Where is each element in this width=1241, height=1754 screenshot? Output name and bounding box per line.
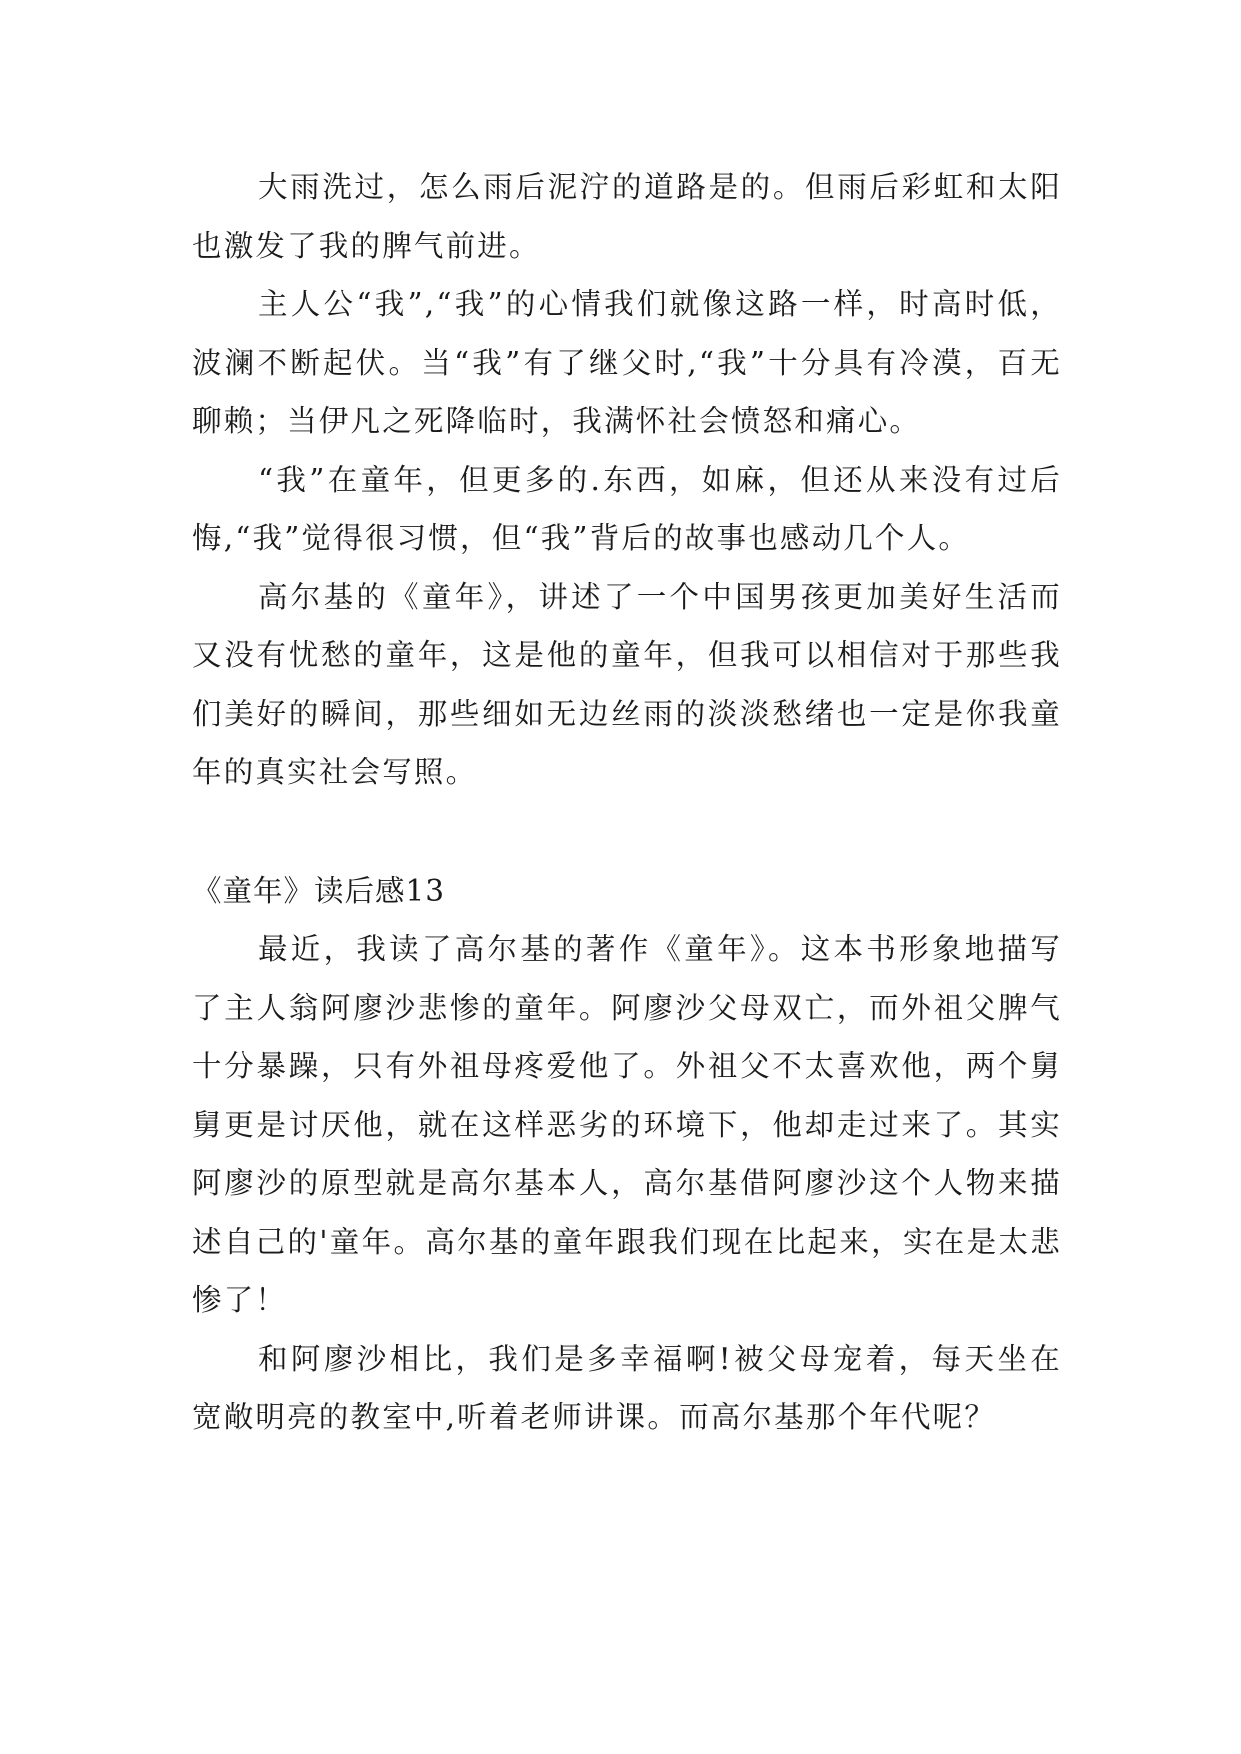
section-title: 《童年》读后感13 (192, 873, 446, 908)
paragraph: 高尔基的《童年》，讲述了一个中国男孩更加美好生活而又没有忧愁的童年，这是他的童年，但我可以相信对于那些我们美好的瞬间，那些细如无边丝雨的淡淡愁绪也一定是你我童年的真实社会写照。 (192, 579, 1062, 789)
document-body (192, 158, 1062, 1447)
paragraph: 主人公“我”,“我”的心情我们就像这路一样，时高时低，波澜不断起伏。当“我”有了继父时,“我”十分具有冷漠，百无聊赖；当伊凡之死降临时，我满怀社会愤怒和痛心。 (192, 287, 1062, 438)
paragraph: “我”在童年，但更多的.东西，如麻，但还从来没有过后悔,“我”觉得很习惯，但“我”背后的故事也感动几个人。 (192, 462, 1062, 555)
paragraph: 大雨洗过，怎么雨后泥泞的道路是的。但雨后彩虹和太阳也激发了我的脾气前进。 (192, 170, 1062, 263)
paragraph: 最近，我读了高尔基的著作《童年》。这本书形象地描写了主人翁阿廖沙悲惨的童年。阿廖沙父母双亡，而外祖父脾气十分暴躁，只有外祖母疼爱他了。外祖父不太喜欢他，两个舅舅更是讨厌他，就在这样恶劣的环境下，他却走过来了。其实阿廖沙的原型就是高尔基本人，高尔基借阿廖沙这个人物来描述自己的'童年。高尔基的童年跟我们现在比起来，实在是太悲惨了！ (192, 932, 1062, 1317)
paragraph: 和阿廖沙相比，我们是多幸福啊!被父母宠着，每天坐在宽敞明亮的教室中,听着老师讲课。而高尔基那个年代呢？ (192, 1341, 1062, 1434)
